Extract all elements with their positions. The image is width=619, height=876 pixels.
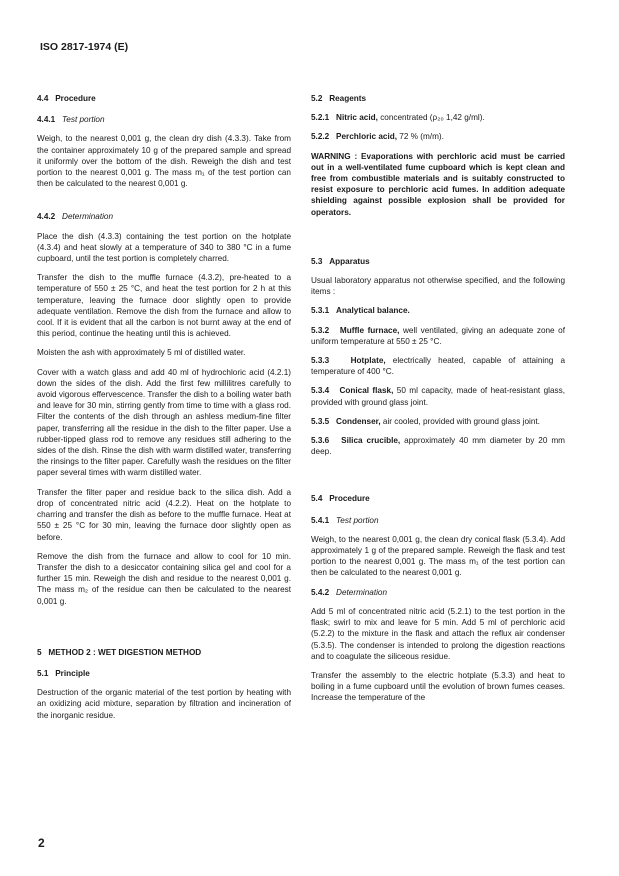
apparatus-item: 5.3.1 Analytical balance. <box>311 306 410 316</box>
paragraph: Moisten the ash with approximately 5 ml of distilled water. <box>37 348 246 358</box>
subsection-4-4-2-heading <box>37 211 291 222</box>
subsection-number: 5.1 <box>37 668 49 678</box>
section-4-4-heading <box>37 93 291 104</box>
section-number: 5 <box>37 647 42 657</box>
paragraph: Destruction of the organic material of the test portion by heating with an oxidizing acid mixture, separation by filtration and incineration of the inorganic residue. <box>37 688 291 720</box>
apparatus-item: 5.3.3 Hotplate, electrically heated, capable of attaining a temperature of 400 °C. <box>311 356 566 377</box>
apparatus-item: 5.3.2 Muffle furnace, well ventilated, giving an adequate zone of uniform temperature at 550 ± 25 °C. <box>311 325 565 346</box>
section-number: 5.4 <box>311 494 323 504</box>
subsection-4-4-1-heading <box>37 114 291 125</box>
section-number: 5.3 <box>311 256 323 266</box>
paragraph: Place the dish (4.3.3) containing the test portion on the hotplate (4.3.4) and heat slowly at a temperature of 340 to 380 °C in a fume cupboard, until the test portion is completely charred. <box>37 231 291 264</box>
section-5-4-heading <box>311 493 565 504</box>
paragraph: Transfer the dish to the muffle furnace (4.3.2), pre-heated to a temperature of 550 ± 25 °C, and heat the test portion for 2 h at this temperature, leaving the furnace door slightly open to provide adequate ventilation. Remove the dish from the furnace and allow to cool. If it is evident that all the carbon is not burnt away at the end of this period, continue the heating until this is achieved. <box>37 273 291 339</box>
paragraph: Cover with a watch glass and add 40 ml of hydrochloric acid (4.2.1) down the sides of the dish. Add the first few millilitres carefully to avoid vigorous effervescence. Transfer the dish to a boiling water bath and leave for 30 min, stirring gently from time to time with a glass rod. Filter the contents of the dish through an ashless medium-fine filter paper, transferring all the residue in the dish to the filter paper. Use a rubber-tipped glass rod to remove any residues still adhering to the sides of the dish. Rinse the dish with warm distilled water, transferring the rinsings to the filter paper. Carefully wash the residues on the filter paper several times with warm distilled water. <box>37 367 291 478</box>
document-header: ISO 2817-1974 (E) <box>40 41 129 53</box>
page-number: 2 <box>38 836 45 850</box>
left-column <box>37 93 291 729</box>
section-title: Procedure <box>329 494 370 504</box>
section-title: METHOD 2 : WET DIGESTION METHOD <box>48 647 202 657</box>
subsection-title: Principle <box>55 668 90 678</box>
subsection-5-1-heading <box>37 668 291 679</box>
reagent-item: 5.2.1 Nitric acid, concentrated (ρ₂₀ 1,42 g/ml). <box>311 113 485 123</box>
subsection-5-4-2-heading: 5.4.2 Determination <box>311 587 388 597</box>
subsection-title: Test portion <box>62 115 105 125</box>
warning-text: WARNING : Evaporations with perchloric acid must be carried out in a well-ventilated fume cupboard which is kept clean and free from combustible materials and is suitably constructed to resist exposure to perchloric acid fumes. In addition adequate shielding against possible explosion shall be provided for operators. <box>311 151 565 217</box>
right-column <box>311 93 565 712</box>
subsection-title: Determination <box>62 212 114 222</box>
paragraph: Transfer the filter paper and residue back to the silica dish. Add a drop of concentrated nitric acid (4.2.2). Heat on the hotplate to charring and transfer the dish as before to the muffle furnace. Heat at 550 ± 25 °C for 30 min, leaving the furnace door slightly open as before. <box>37 487 291 542</box>
paragraph: Transfer the assembly to the electric hotplate (5.3.3) and heat to boiling in a fume cupboard until the evolution of brown fumes ceases. Increase the temperature of the <box>311 670 565 703</box>
apparatus-item: 5.3.6 Silica crucible, approximately 40 mm diameter by 20 mm deep. <box>311 436 566 457</box>
paragraph: Remove the dish from the furnace and allow to cool for 10 min. Transfer the dish to a desiccator containing silica gel and cool for a further 15 min. Reweigh the dish and residue to the nearest 0,001 g. The mass m₂ of the residue can then be calculated to the nearest 0,001 g. <box>37 551 291 606</box>
apparatus-item: 5.3.5 Condenser, air cooled, provided with ground glass joint. <box>311 416 540 426</box>
section-number: 4.4 <box>37 94 49 103</box>
subsection-5-4-1-heading: 5.4.1 Test portion <box>311 515 379 525</box>
section-title: Procedure <box>55 94 96 103</box>
section-5-2-heading <box>311 93 565 104</box>
subsection-number: 4.4.1 <box>37 115 56 125</box>
apparatus-item: 5.3.4 Conical flask, 50 ml capacity, made of heat-resistant glass, provided with ground glass joint. <box>311 386 565 407</box>
section-5-3-heading <box>311 256 565 267</box>
paragraph: Add 5 ml of concentrated nitric acid (5.2.1) to the test portion in the flask; swirl to mix and leave for 5 min. Add 5 ml of perchloric acid (5.2.2) to the mixture in the flask and attach the reflux air condenser (5.3.5). The condenser is intended to prolong the digestion reactions and to coagulate the siliceous residue. <box>311 606 565 661</box>
reagent-item: 5.2.2 Perchloric acid, 72 % (m/m). <box>311 132 444 142</box>
section-number: 5.2 <box>311 94 323 103</box>
section-title: Reagents <box>329 94 367 103</box>
section-title: Apparatus <box>329 256 370 266</box>
subsection-number: 4.4.2 <box>37 212 56 222</box>
paragraph: Weigh, to the nearest 0,001 g, the clean dry conical flask (5.3.4). Add approximately 1 g of the prepared sample. Reweigh the flask and test portion to the nearest 0,001 g. The mass m₁ of the test portion can then be calculated to the nearest 0,001 g. <box>311 534 565 578</box>
paragraph: Usual laboratory apparatus not otherwise specified, and the following items : <box>311 276 565 297</box>
section-5-heading <box>37 647 291 658</box>
paragraph: Weigh, to the nearest 0,001 g, the clean dry dish (4.3.3). Take from the container approximately 10 g of the prepared sample and spread it uniformly over the bottom of the dish. Reweigh the dish and test portion to the nearest 0,001 g. The mass m₁ of the test portion can then be calculated to the nearest 0,001 g. <box>37 134 291 189</box>
